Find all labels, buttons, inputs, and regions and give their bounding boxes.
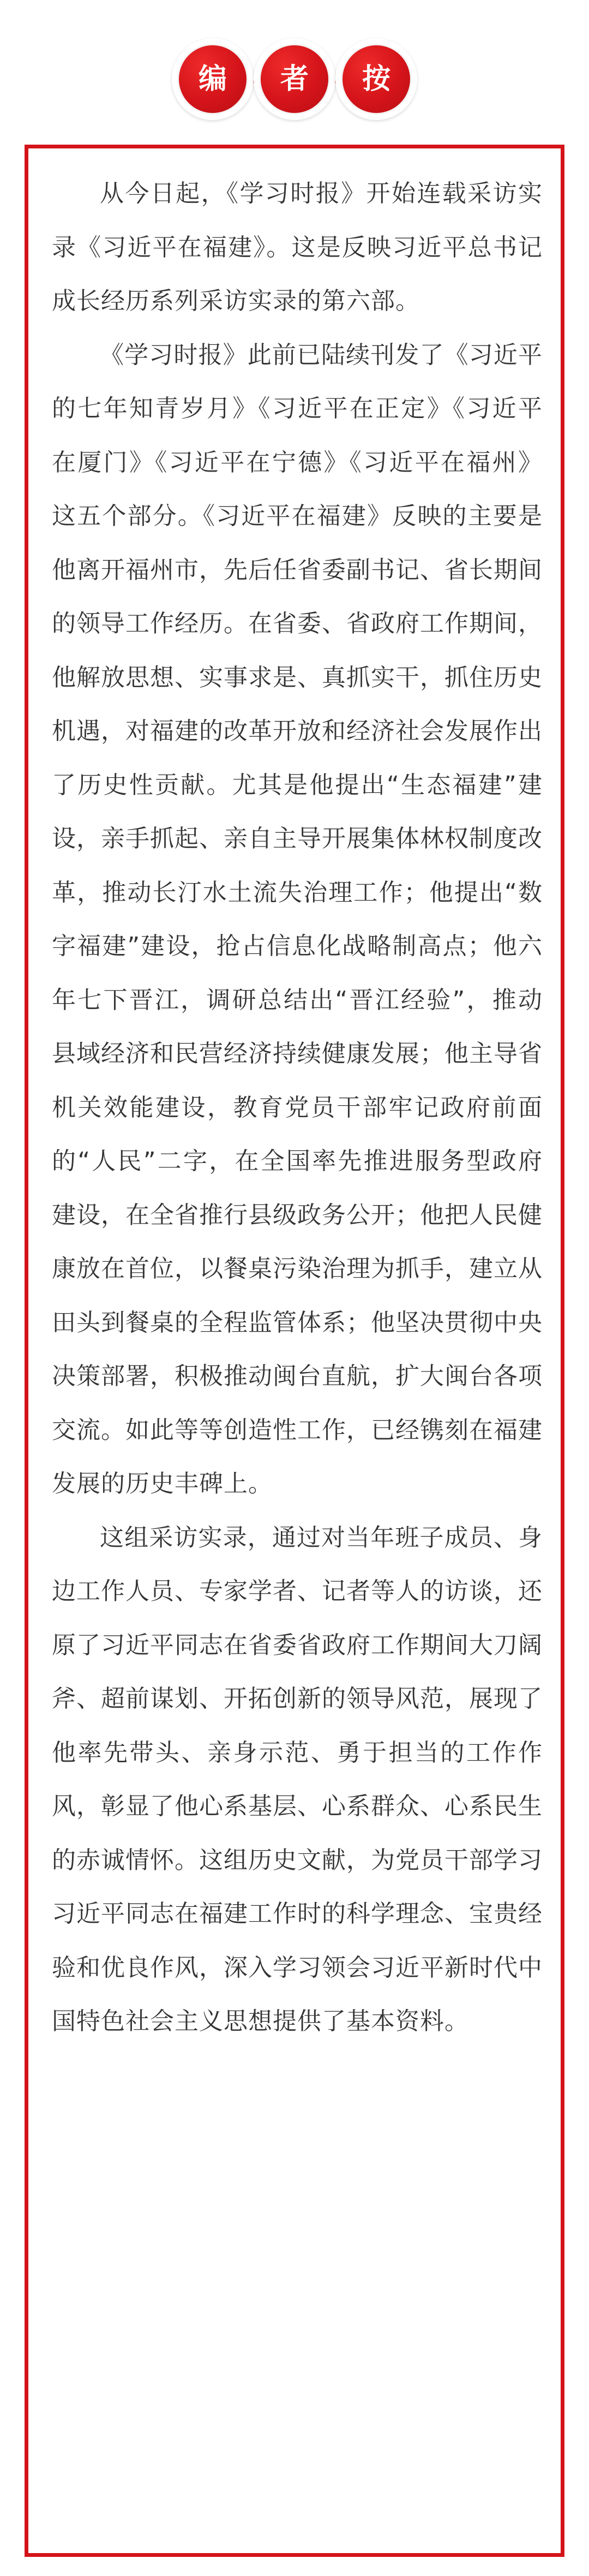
paragraph-1: 从今日起，《学习时报》开始连载采访实录《习近平在福建》。这是反映习近平总书记成长经历系列采访实录的第六部。 xyxy=(52,180,543,315)
seal-char-3: 按 xyxy=(341,44,412,115)
paragraph-2: 《学习时报》此前已陆续刊发了《习近平的七年知青岁月》《习近平在正定》《习近平在厦门》《习近平在宁德》《习近平在福州》这五个部分。《习近平在福建》反映的主要是他离开福州市，先后任省委副书记、省长期间的领导工作经历。在省委、省政府工作期间，他解放思想、实事求是、真抓实干，抓住历史机遇，对福建的改革开放和经济社会发展作出了历史性贡献。尤其是他提出“生态福建”建设，亲手抓起、亲自主导开展集体林权制度改革，推动长汀水土流失治理工作；他提出“数字福建”建设，抢占信息化战略制高点；他六年七下晋江，调研总结出“晋江经验”，推动县域经济和民营经济持续健康发展；他主导省机关效能建设，教育党员干部牢记政府前面的“人民”二字，在全国率先推进服务型政府建设，在全省推行县级政务公开；他把人民健康放在首位，以餐桌污染治理为抓手，建立从田头到餐桌的全程监管体系；他坚决贯彻中央决策部署，积极推动闽台直航，扩大闽台各项交流。如此等等创造性工作，已经镌刻在福建发展的历史丰碑上。 xyxy=(52,341,543,1498)
seal-circle-2 xyxy=(254,38,335,120)
seal-char-1: 编 xyxy=(177,44,248,115)
seal-char-2: 者 xyxy=(259,44,330,115)
paragraph-3: 这组采访实录，通过对当年班子成员、身边工作人员、专家学者、记者等人的访谈，还原了习近平同志在省委省政府工作期间大刀阔斧、超前谋划、开拓创新的领导风范，展现了他率先带头、亲身示范、勇于担当的工作作风，彰显了他心系基层、心系群众、心系民生的赤诚情怀。这组历史文献，为党员干部学习习近平同志在福建工作时的科学理念、宝贵经验和优良作风，深入学习领会习近平新时代中国特色社会主义思想提供了基本资料。 xyxy=(52,1523,543,2035)
editor-note-header xyxy=(0,38,589,120)
seal-circle-1 xyxy=(172,38,254,120)
article-body xyxy=(52,167,543,2049)
seal-circle-3 xyxy=(335,38,417,120)
